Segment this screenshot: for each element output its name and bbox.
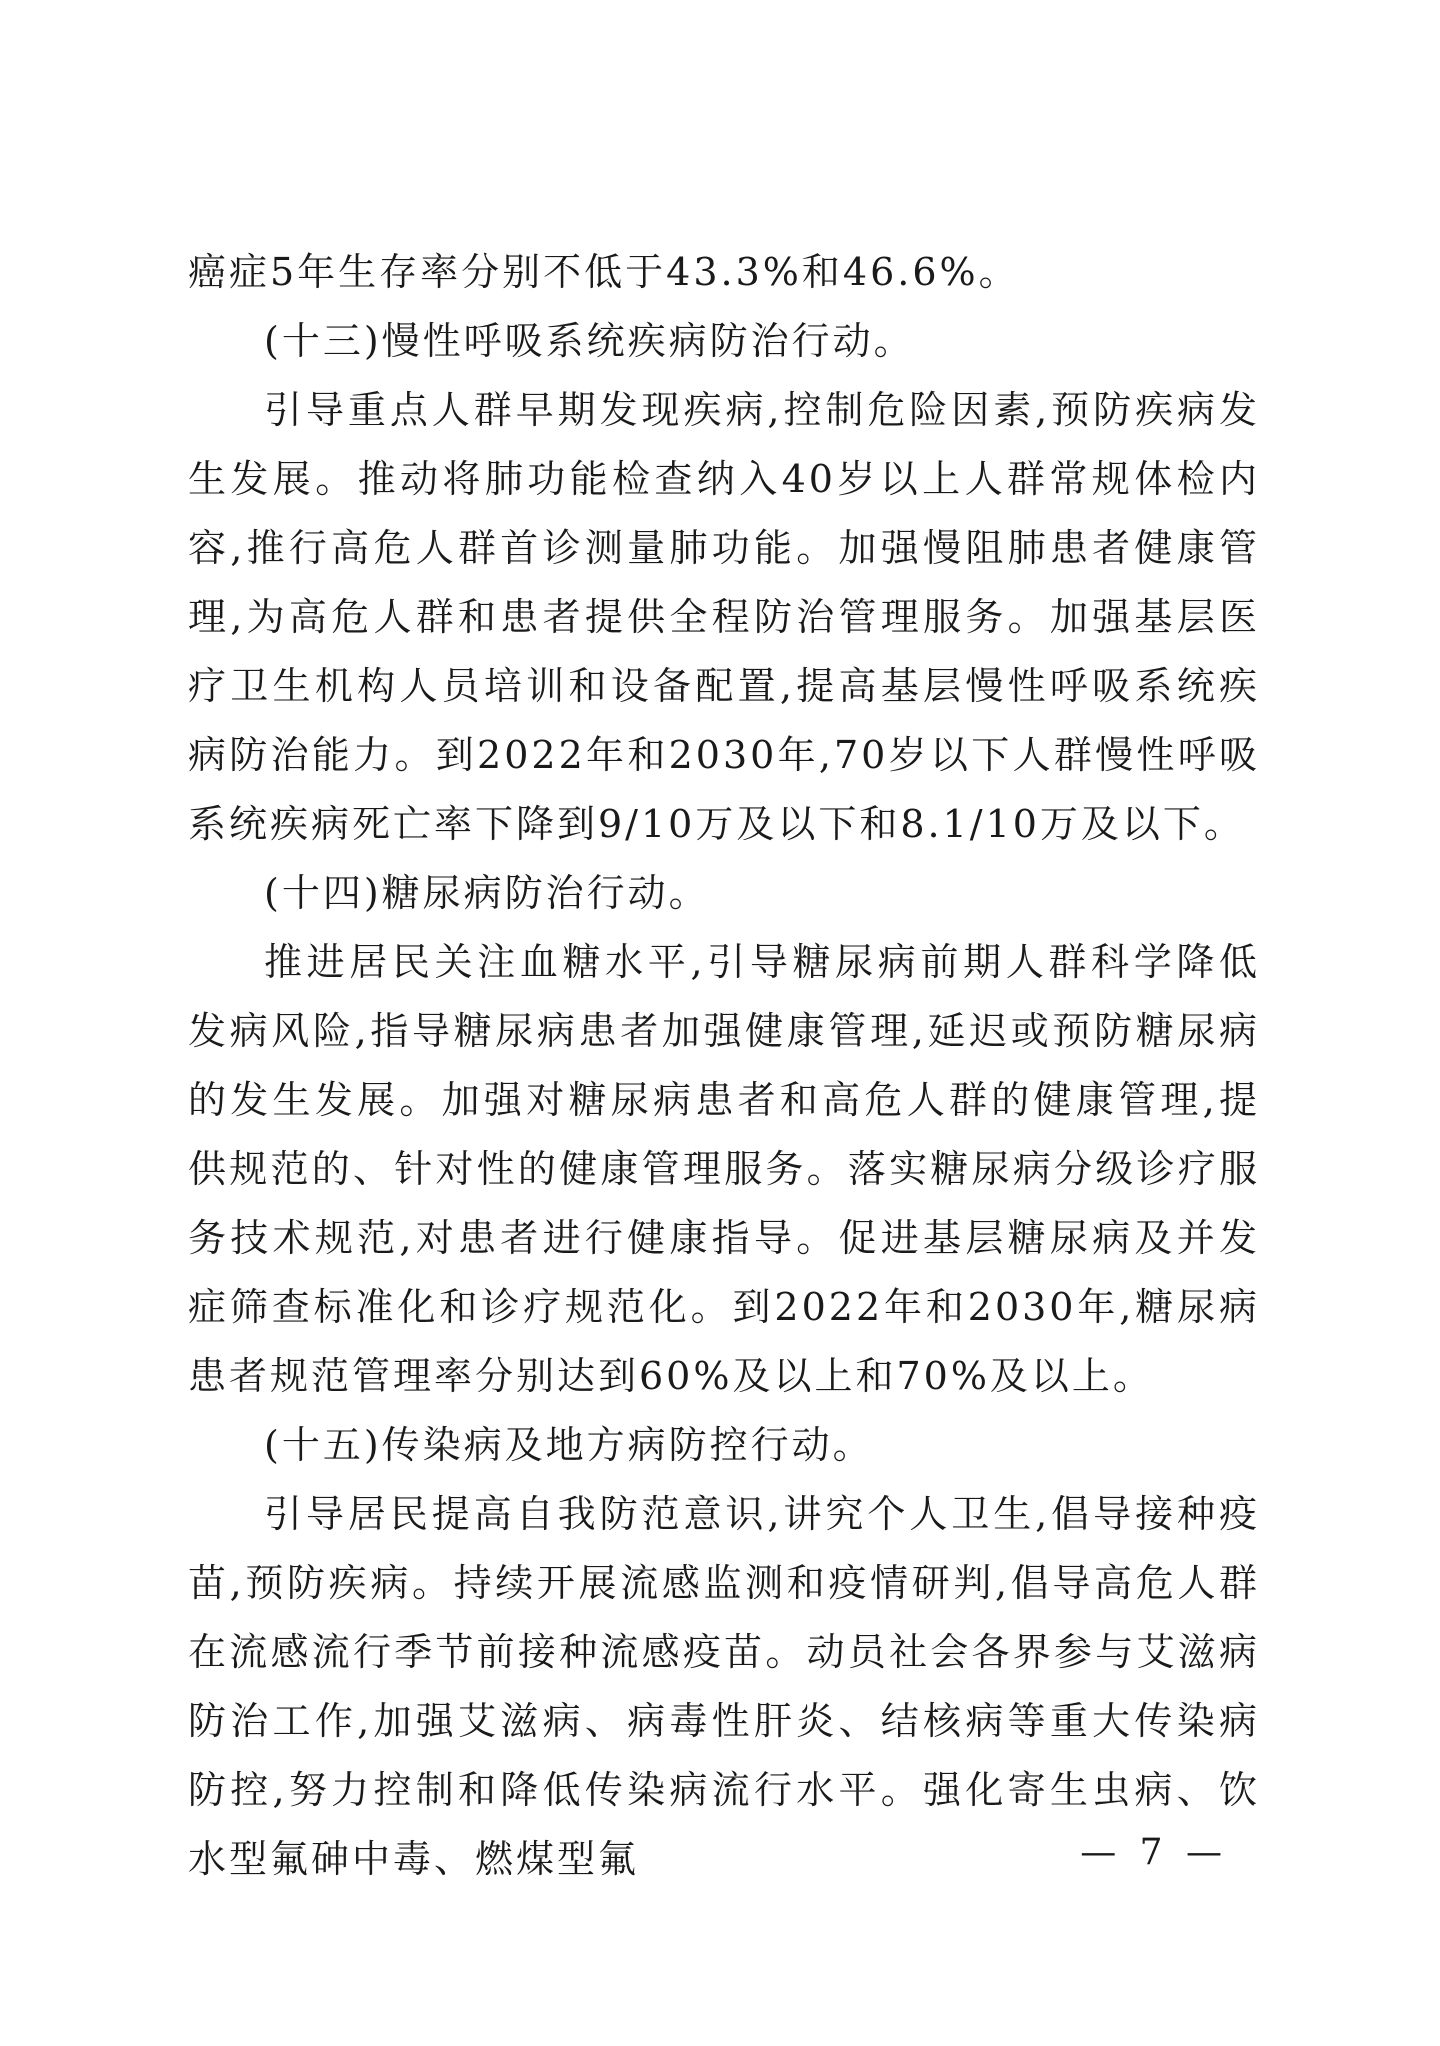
section-heading-15: (十五)传染病及地方病防控行动。: [264, 1423, 874, 1467]
page-number: — 7 —: [1080, 1832, 1228, 1873]
paragraph-infectious-disease: 引导居民提高自我防范意识,讲究个人卫生,倡导接种疫苗,预防疾病。持续开展流感监测和疫情研判,倡导高危人群在流感流行季节前接种流感疫苗。动员社会各界参与艾滋病防治工作,加强艾滋病、病毒性肝炎、结核病等重大传染病防控,努力控制和降低传染病流行水平。强化寄生虫病、饮水型氟砷中毒、燃煤型氟: [188, 1492, 1260, 1881]
document-body: [188, 238, 1260, 1894]
section-heading-14: (十四)糖尿病防治行动。: [264, 871, 710, 915]
paragraph-diabetes: 推进居民关注血糖水平,引导糖尿病前期人群科学降低发病风险,指导糖尿病患者加强健康管理,延迟或预防糖尿病的发生发展。加强对糖尿病患者和高危人群的健康管理,提供规范的、针对性的健康管理服务。落实糖尿病分级诊疗服务技术规范,对患者进行健康指导。促进基层糖尿病及并发症筛查标准化和诊疗规范化。到2022年和2030年,糖尿病患者规范管理率分别达到60%及以上和70%及以上。: [188, 940, 1260, 1398]
continuation-paragraph: 癌症5年生存率分别不低于43.3%和46.6%。: [188, 250, 1020, 294]
paragraph-respiratory: 引导重点人群早期发现疾病,控制危险因素,预防疾病发生发展。推动将肺功能检查纳入40岁以上人群常规体检内容,推行高危人群首诊测量肺功能。加强慢阻肺患者健康管理,为高危人群和患者提供全程防治管理服务。加强基层医疗卫生机构人员培训和设备配置,提高基层慢性呼吸系统疾病防治能力。到2022年和2030年,70岁以下人群慢性呼吸系统疾病死亡率下降到9/10万及以下和8.1/10万及以下。: [188, 388, 1260, 846]
section-heading-13: (十三)慢性呼吸系统疾病防治行动。: [264, 319, 915, 363]
